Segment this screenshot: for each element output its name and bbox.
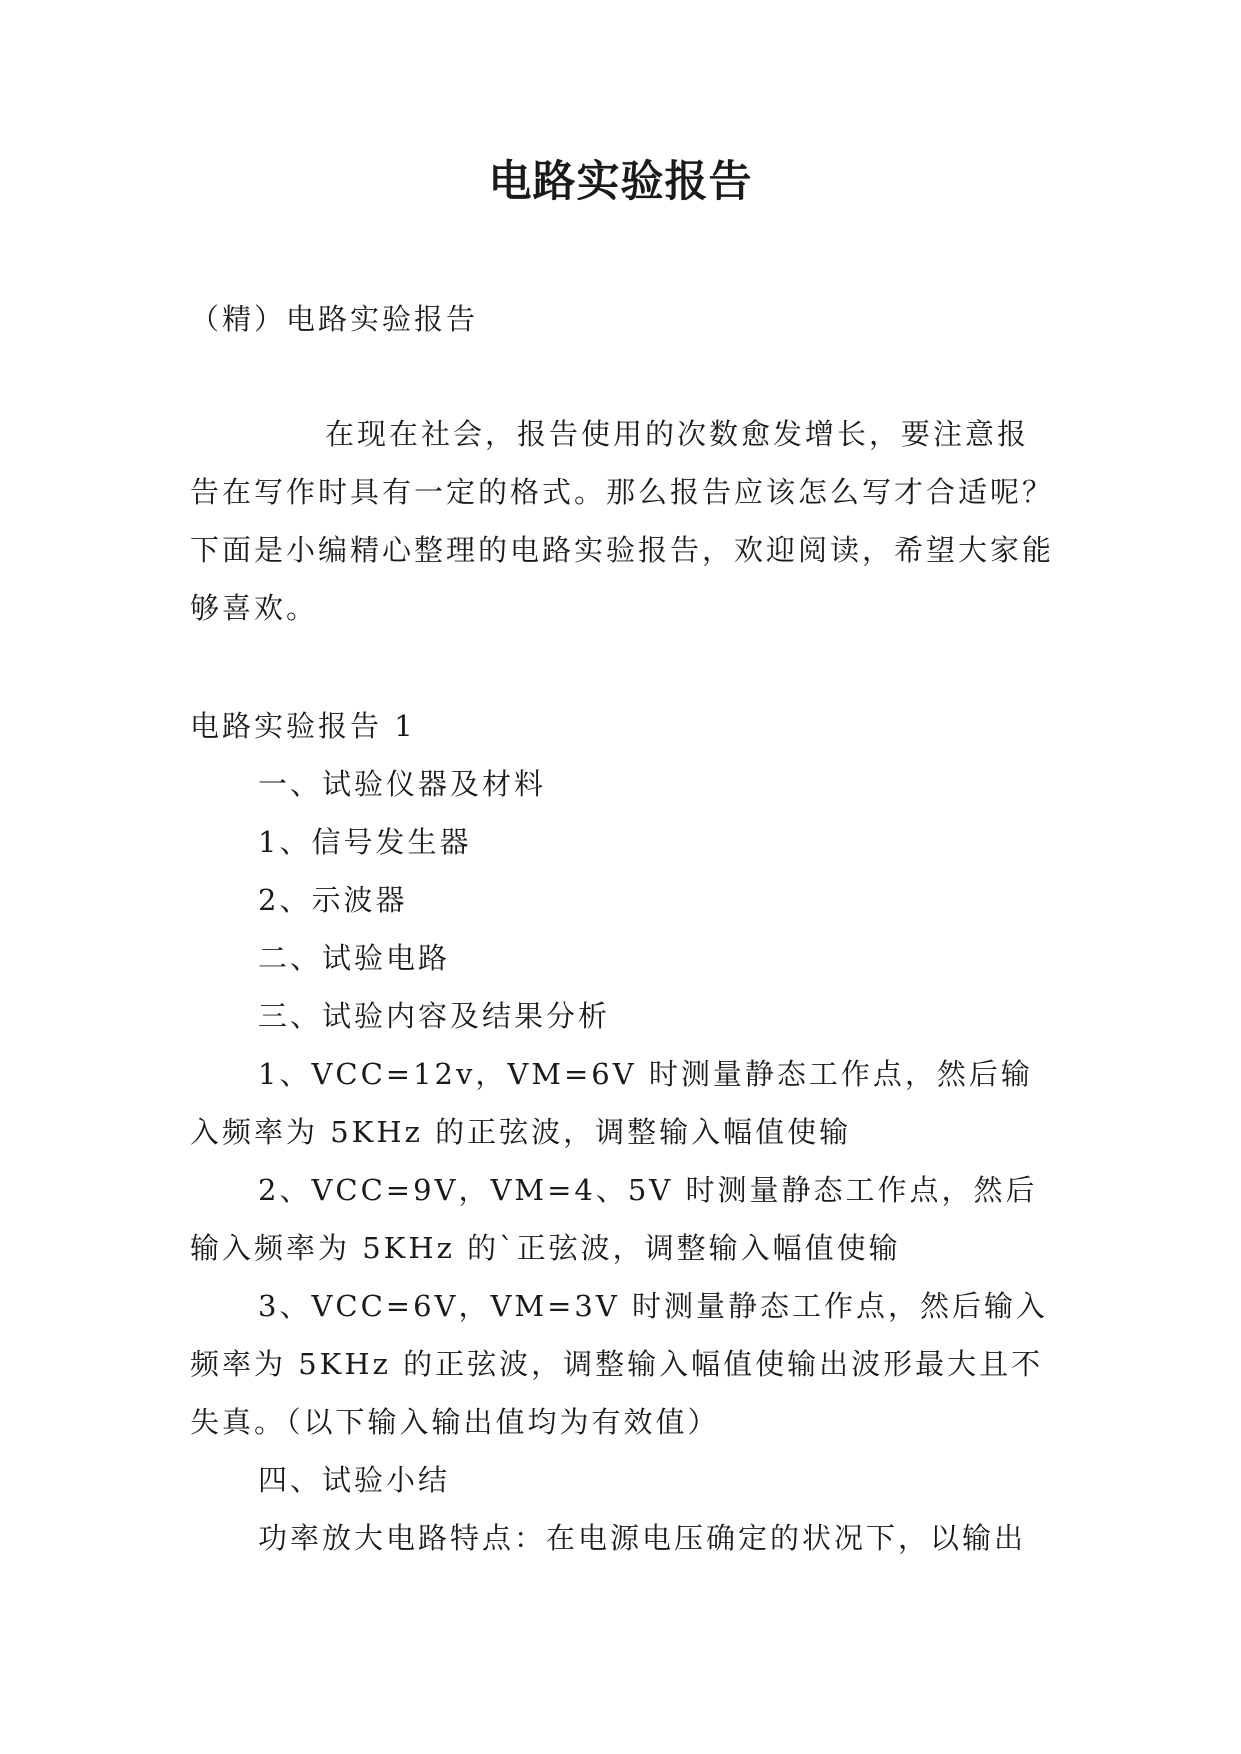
report-heading: 电路实验报告 1 xyxy=(190,709,416,743)
summary-paragraph: 功率放大电路特点：在电源电压确定的状况下，以输出 xyxy=(258,1521,1027,1555)
section-heading-circuit: 二、试验电路 xyxy=(258,941,451,975)
list-item-signal-generator: 1、信号发生器 xyxy=(258,825,472,859)
document-title: 电路实验报告 xyxy=(488,157,753,207)
result-item-2: 2、VCC=9V，VM=4、5V 时测量静态工作点，然后输入频率为 5KHz 的`正弦波，调整输入幅值使输 xyxy=(190,1173,1038,1265)
section-heading-results: 三、试验内容及结果分析 xyxy=(258,999,611,1033)
document-subtitle: （精）电路实验报告 xyxy=(190,302,479,336)
intro-paragraph: 在现在社会，报告使用的次数愈发增长，要注意报告在写作时具有一定的格式。那么报告应该怎么写才合适呢？下面是小编精心整理的电路实验报告，欢迎阅读，希望大家能够喜欢。 xyxy=(190,417,1055,625)
list-item-oscilloscope: 2、示波器 xyxy=(258,883,408,917)
result-item-3: 3、VCC=6V，VM=3V 时测量静态工作点，然后输入频率为 5KHz 的正弦波，调整输入幅值使输出波形最大且不失真。（以下输入输出值均为有效值） xyxy=(190,1289,1049,1439)
section-heading-materials: 一、试验仪器及材料 xyxy=(258,767,547,801)
section-heading-summary: 四、试验小结 xyxy=(258,1463,451,1497)
result-item-1: 1、VCC=12v，VM=6V 时测量静态工作点，然后输入频率为 5KHz 的正弦波，调整输入幅值使输 xyxy=(190,1057,1033,1149)
report-section-1 xyxy=(190,697,1060,1567)
